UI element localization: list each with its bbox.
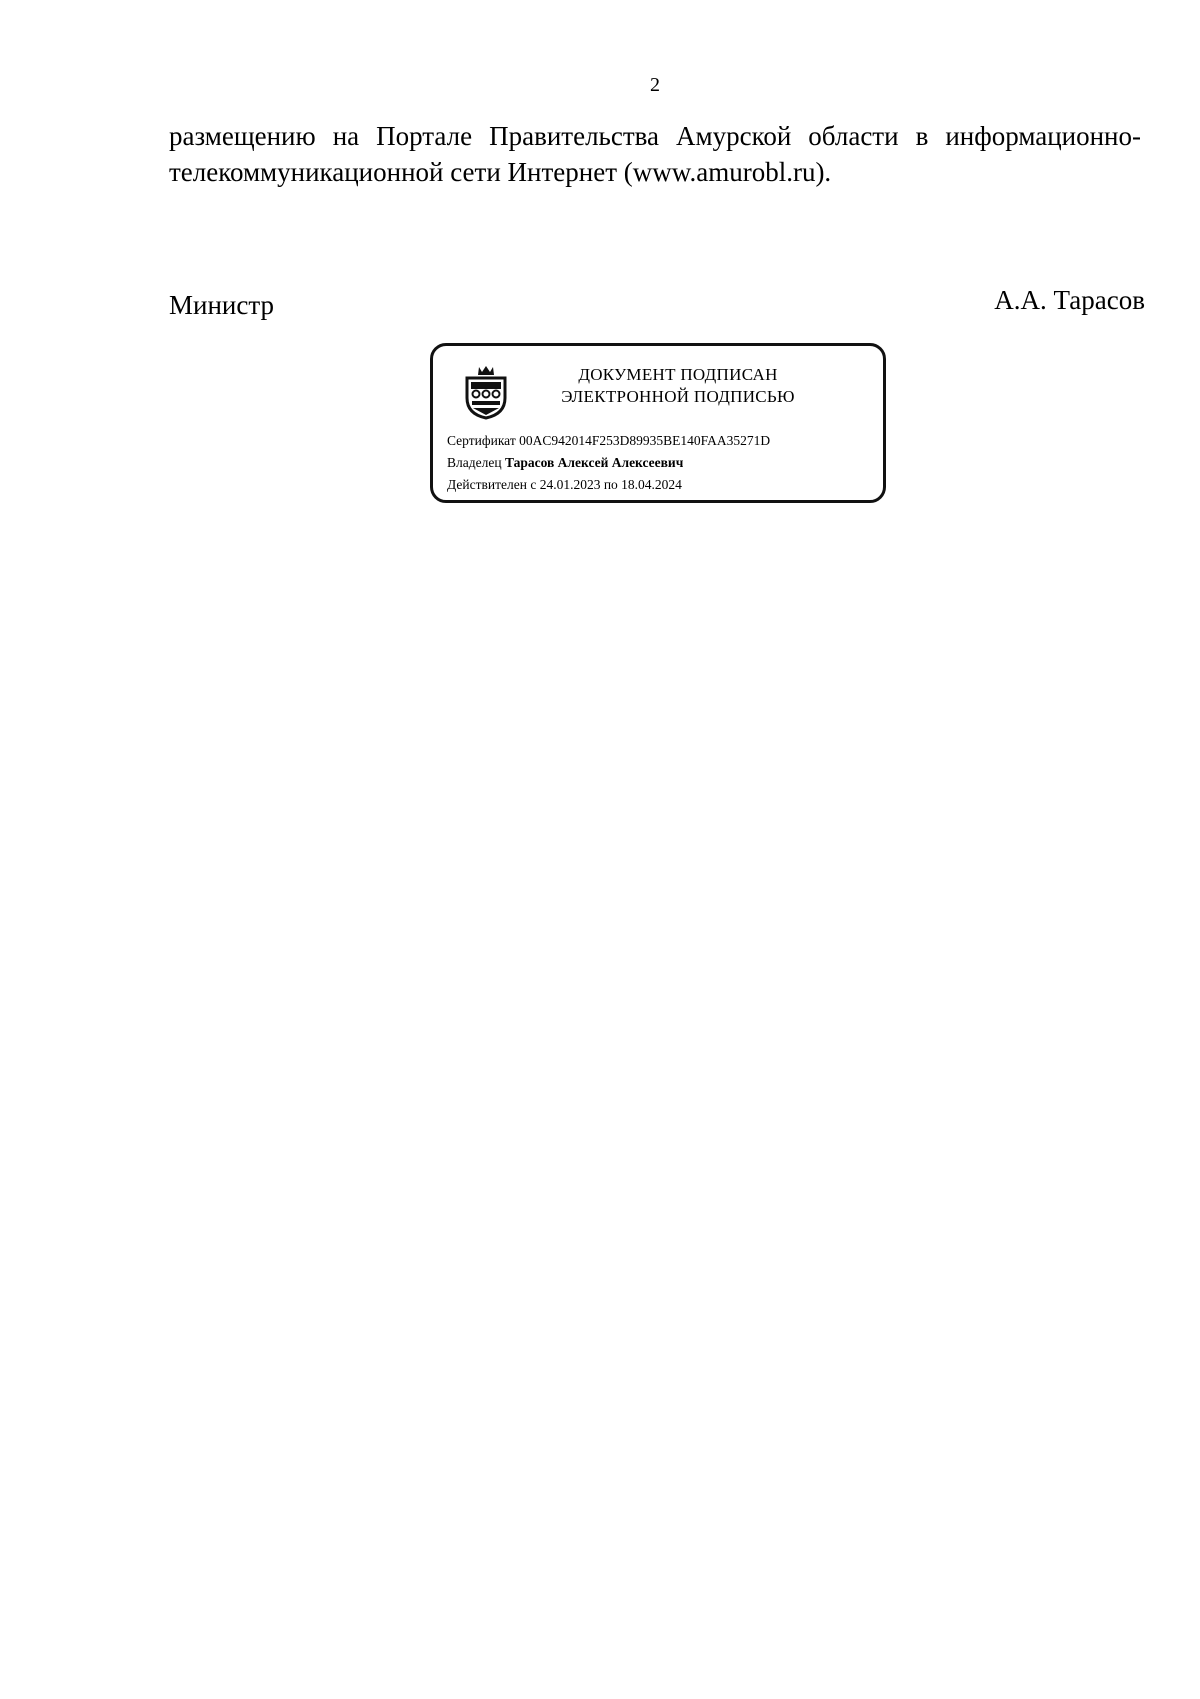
body-line-1: размещению на Портале Правительства Амурской области в информационно- — [169, 121, 1141, 151]
signer-name: А.А. Тарасов — [994, 285, 1145, 315]
validity-row — [447, 474, 877, 496]
validity-to-label: по — [603, 477, 618, 492]
owner-label: Владелец — [447, 455, 502, 470]
certificate-row — [447, 430, 877, 452]
coat-of-arms-icon — [463, 364, 509, 420]
stamp-title — [533, 364, 823, 408]
signer-position: Министр — [169, 290, 274, 320]
stamp-title-line-2: ЭЛЕКТРОННОЙ ПОДПИСЬЮ — [561, 387, 795, 406]
certificate-value: 00AC942014F253D89935BE140FAA35271D — [519, 433, 771, 448]
validity-from-label: с — [530, 477, 537, 492]
owner-row — [447, 452, 877, 474]
body-line-2: телекоммуникационной сети Интернет (www.amurobl.ru). — [169, 157, 832, 187]
validity-to: 18.04.2024 — [621, 477, 682, 492]
stamp-title-line-1: ДОКУМЕНТ ПОДПИСАН — [578, 365, 778, 384]
validity-from: 24.01.2023 — [539, 477, 601, 492]
stamp-details — [447, 430, 877, 496]
validity-label: Действителен — [447, 477, 527, 492]
body-paragraph — [169, 118, 1141, 190]
certificate-label: Сертификат — [447, 433, 516, 448]
electronic-signature-stamp — [430, 343, 886, 503]
page-number: 2 — [650, 74, 660, 96]
owner-value: Тарасов Алексей Алексеевич — [504, 455, 684, 470]
